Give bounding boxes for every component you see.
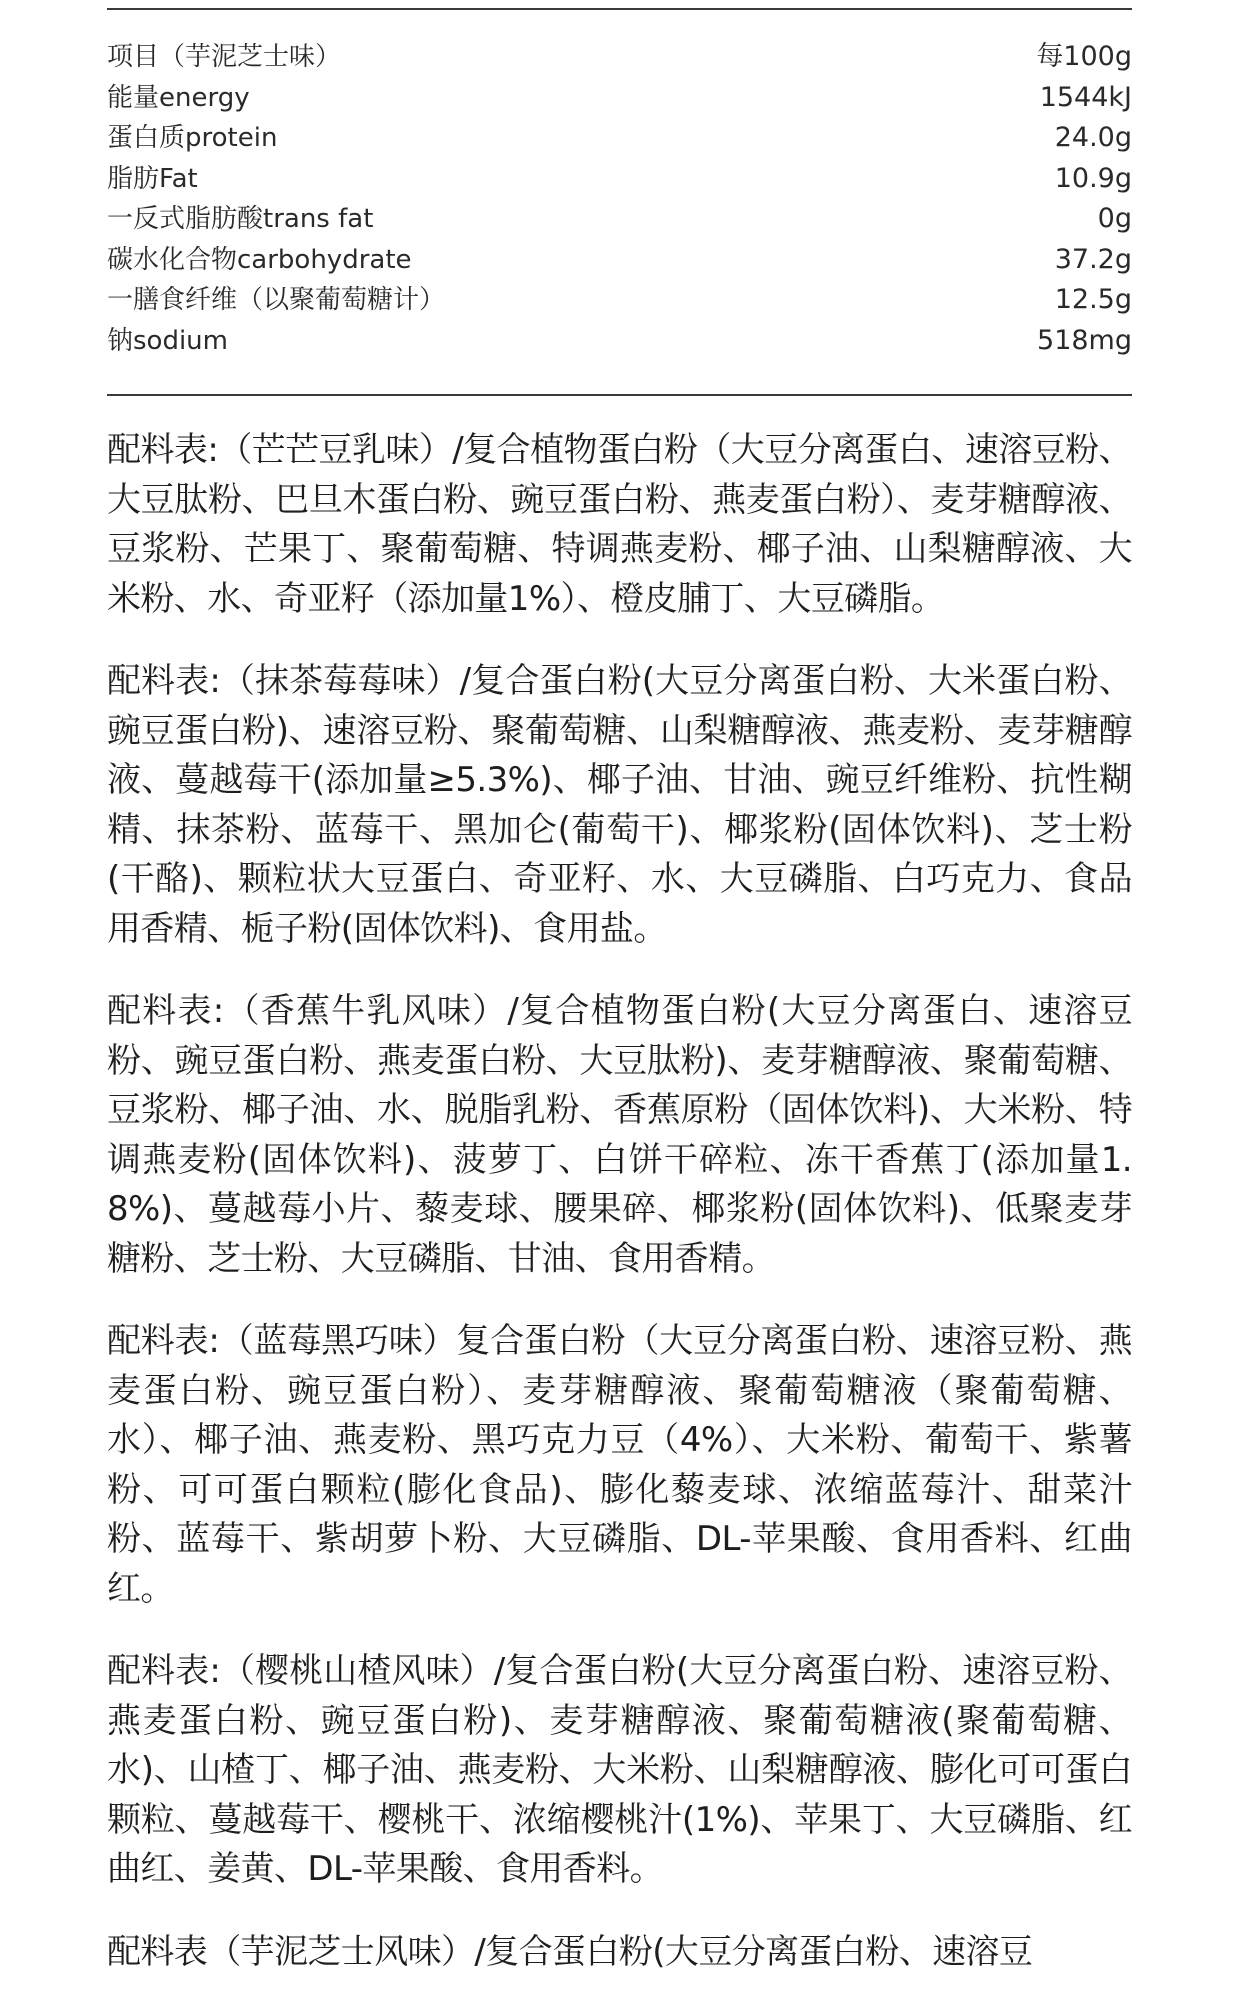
- nutrient-label: 一膳食纤维（以聚葡萄糖计）: [107, 285, 446, 316]
- table-row: [107, 78, 1132, 119]
- table-row: [107, 118, 1132, 159]
- top-divider: [107, 8, 1132, 10]
- table-row: [107, 37, 1132, 78]
- nutrient-value: 10.9g: [1054, 162, 1132, 194]
- nutrient-label: 碳水化合物carbohydrate: [107, 244, 412, 275]
- ingredient-paragraph: 配料表（芋泥芝士风味）/复合蛋白粉(大豆分离蛋白粉、速溶豆: [107, 1931, 1033, 1972]
- nutrient-value: 12.5g: [1054, 284, 1132, 316]
- nutrient-label: 脂肪Fat: [107, 163, 198, 194]
- nutrient-value: 0g: [1097, 203, 1132, 235]
- nutrient-value: 518mg: [1037, 324, 1132, 356]
- nutrient-label: 能量energy: [107, 82, 250, 113]
- table-row: [107, 280, 1132, 321]
- nutrient-value: 24.0g: [1054, 122, 1132, 154]
- ingredient-paragraph: 配料表:（芒芒豆乳味）/复合植物蛋白粉（大豆分离蛋白、速溶豆粉、大豆肽粉、巴旦木蛋白粉、豌豆蛋白粉、燕麦蛋白粉）、麦芽糖醇液、豆浆粉、芒果丁、聚葡萄糖、特调燕麦粉、椰子油、山梨糖醇液、大米粉、水、奇亚籽（添加量1%）、橙皮脯丁、大豆磷脂。: [107, 430, 1132, 619]
- ingredient-label-page: [107, 0, 1132, 2010]
- ingredient-paragraph: 配料表:（樱桃山楂风味）/复合蛋白粉(大豆分离蛋白粉、速溶豆粉、燕麦蛋白粉、豌豆蛋白粉)、麦芽糖醇液、聚葡萄糖液(聚葡萄糖、水)、山楂丁、椰子油、燕麦粉、大米粉、山梨糖醇液、膨化可可蛋白颗粒、蔓越莓干、樱桃干、浓缩樱桃汁(1%)、苹果丁、大豆磷脂、红曲红、姜黄、DL-苹果酸、食用香料。: [107, 1651, 1132, 1889]
- ingredient-paragraph: 配料表:（抹茶莓莓味）/复合蛋白粉(大豆分离蛋白粉、大米蛋白粉、豌豆蛋白粉)、速溶豆粉、聚葡萄糖、山梨糖醇液、燕麦粉、麦芽糖醇液、蔓越莓干(添加量≥5.3%)、椰子油、甘油、豌豆纤维粉、抗性糊精、抹茶粉、蓝莓干、黑加仑(葡萄干)、椰浆粉(固体饮料)、芝士粉(干酪)、颗粒状大豆蛋白、奇亚籽、水、大豆磷脂、白巧克力、食品用香精、栀子粉(固体饮料)、食用盐。: [107, 661, 1132, 949]
- nutrition-facts-table: [107, 37, 1132, 361]
- table-row: [107, 240, 1132, 281]
- table-row: [107, 199, 1132, 240]
- nutrient-label: 蛋白质protein: [107, 123, 278, 154]
- table-row: [107, 321, 1132, 362]
- ingredient-paragraph: 配料表:（香蕉牛乳风味）/复合植物蛋白粉(大豆分离蛋白、速溶豆粉、豌豆蛋白粉、燕麦蛋白粉、大豆肽粉)、麦芽糖醇液、聚葡萄糖、豆浆粉、椰子油、水、脱脂乳粉、香蕉原粉（固体饮料)、大米粉、特调燕麦粉(固体饮料)、菠萝丁、白饼干碎粒、冻干香蕉丁(添加量1.8%)、蔓越莓小片、藜麦球、腰果碎、椰浆粉(固体饮料)、低聚麦芽糖粉、芝士粉、大豆磷脂、甘油、食用香精。: [107, 991, 1132, 1279]
- nutrient-value: 37.2g: [1054, 243, 1132, 275]
- ingredient-lists: [107, 426, 1132, 1977]
- table-row: [107, 159, 1132, 200]
- nutrient-value: 1544kJ: [1039, 81, 1132, 113]
- nutrient-label: 一反式脂肪酸trans fat: [107, 204, 374, 235]
- nutrient-value: 每100g: [1036, 41, 1132, 73]
- nutrient-label: 项目（芋泥芝士味）: [107, 42, 342, 73]
- ingredient-paragraph: 配料表:（蓝莓黑巧味）复合蛋白粉（大豆分离蛋白粉、速溶豆粉、燕麦蛋白粉、豌豆蛋白粉）、麦芽糖醇液、聚葡萄糖液（聚葡萄糖、水）、椰子油、燕麦粉、黑巧克力豆（4%）、大米粉、葡萄干、紫薯粉、可可蛋白颗粒(膨化食品)、膨化藜麦球、浓缩蓝莓汁、甜菜汁粉、蓝莓干、紫胡萝卜粉、大豆磷脂、DL-苹果酸、食用香料、红曲红。: [107, 1321, 1132, 1609]
- nutrient-label: 钠sodium: [107, 325, 228, 356]
- section-divider: [107, 394, 1132, 396]
